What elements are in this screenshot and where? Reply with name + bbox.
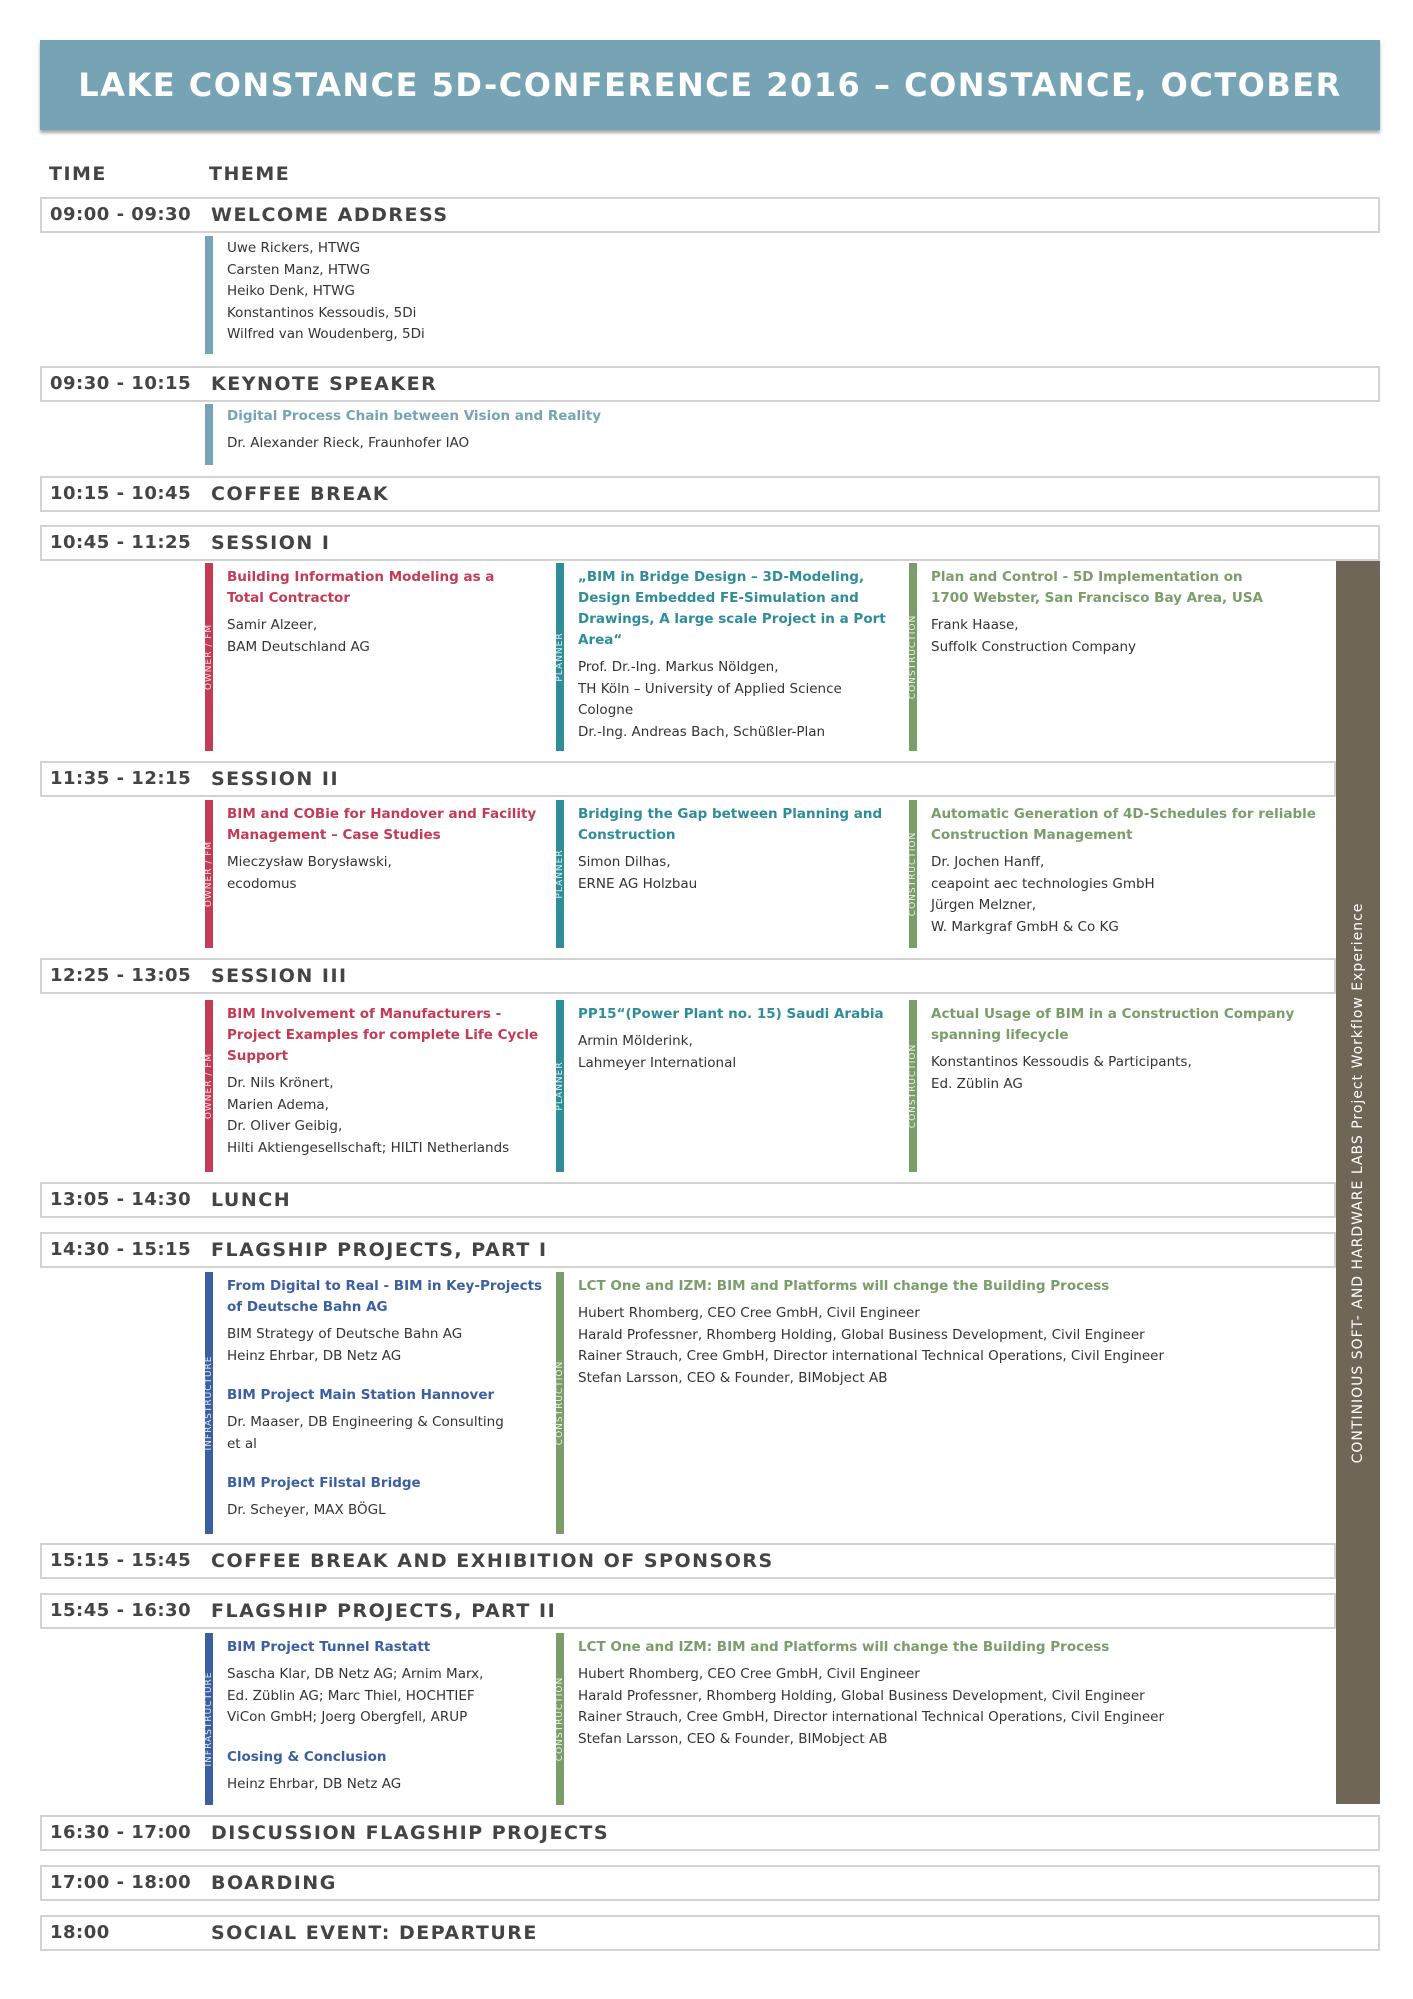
category-label: OWNER / FM: [204, 840, 214, 908]
talk-title: PP15“(Power Plant no. 15) Saudi Arabia: [578, 1006, 884, 1022]
speaker: ERNE AG Holzbau: [578, 875, 698, 892]
category-label: CONSTRUCTION: [555, 1676, 565, 1762]
speaker: Hilti Aktiengesellschaft; HILTI Netherlands: [227, 1139, 510, 1156]
schedule-row: [40, 1915, 1380, 1951]
speaker: ViCon GmbH; Joerg Obergfell, ARUP: [227, 1709, 468, 1725]
speaker: Dr. Oliver Geibig,: [227, 1118, 343, 1134]
speaker: Mieczysław Borysławski,: [227, 854, 392, 870]
speaker: Samir Alzeer,: [227, 617, 318, 633]
talk-title: BIM Project Tunnel Rastatt: [227, 1639, 431, 1655]
speaker: Sascha Klar, DB Netz AG; Arnim Marx,: [227, 1666, 484, 1682]
row-theme: FLAGSHIP PROJECTS, PART I: [211, 1239, 548, 1261]
category-label: PLANNER: [555, 1061, 565, 1111]
speaker: Marien Adema,: [227, 1096, 329, 1113]
speaker: Dr. Jochen Hanff,: [931, 854, 1045, 870]
session3-construction-block: [909, 1000, 1334, 1172]
row-time: 14:30 - 15:15: [50, 1239, 192, 1260]
speaker: ecodomus: [227, 875, 297, 892]
row-time: 13:05 - 14:30: [50, 1189, 192, 1210]
speaker: Dr. Nils Krönert,: [227, 1075, 334, 1091]
speaker: Wilfred van Woudenberg, 5Di: [227, 326, 425, 342]
row-theme: FLAGSHIP PROJECTS, PART II: [211, 1600, 557, 1622]
speaker: Dr. Maaser, DB Engineering & Consulting: [227, 1414, 504, 1430]
speaker: Heinz Ehrbar, DB Netz AG: [227, 1775, 402, 1792]
session1-planner-block: [556, 563, 901, 751]
flagship2-infrastructure-block: [205, 1633, 550, 1805]
session3-planner-block: [556, 1000, 901, 1172]
talk-title: „BIM in Bridge Design – 3D-Modeling, Design Embedded FE-Simulation and Drawings, A large scale Project in a Port Area“: [578, 569, 886, 648]
speaker: Hubert Rhomberg, CEO Cree GmbH, Civil Engineer: [578, 1305, 920, 1321]
speaker: Ed. Züblin AG: [931, 1075, 1023, 1092]
row-theme: SESSION III: [211, 965, 348, 987]
schedule-row: [40, 1232, 1336, 1268]
page-title: LAKE CONSTANCE 5D-CONFERENCE 2016 – CONSTANCE, OCTOBER 25th: [78, 66, 1342, 194]
talk-title: Digital Process Chain between Vision and Reality: [227, 408, 602, 424]
speaker: Simon Dilhas,: [578, 854, 671, 870]
speaker: Prof. Dr.-Ing. Markus Nöldgen,: [578, 659, 779, 675]
speaker: TH Köln – University of Applied Science: [578, 680, 842, 697]
schedule-row: [40, 197, 1380, 233]
row-time: 11:35 - 12:15: [50, 768, 192, 789]
schedule-row: [40, 476, 1380, 512]
speaker: Rainer Strauch, Cree GmbH, Director international Technical Operations, Civil Engineer: [578, 1348, 1165, 1364]
welcome-block: [205, 236, 505, 354]
speaker: Cologne: [578, 702, 634, 718]
row-theme: COFFEE BREAK: [211, 483, 390, 505]
speaker: Stefan Larsson, CEO & Founder, BIMobject AB: [578, 1730, 888, 1747]
schedule-row: [40, 958, 1336, 994]
row-time: 15:15 - 15:45: [50, 1550, 192, 1571]
session2-planner-block: [556, 800, 901, 948]
session3-owner-block: [205, 1000, 550, 1172]
talk-title: BIM and COBie for Handover and Facility Management – Case Studies: [227, 806, 537, 843]
category-label: OWNER / FM: [204, 1052, 214, 1120]
row-time: 16:30 - 17:00: [50, 1822, 192, 1843]
speaker: Dr. Scheyer, MAX BÖGL: [227, 1502, 386, 1518]
category-label: PLANNER: [555, 632, 565, 682]
talk-title: Bridging the Gap between Planning and Construction: [578, 806, 883, 843]
speaker: W. Markgraf GmbH & Co KG: [931, 918, 1119, 935]
category-label: OWNER / FM: [204, 623, 214, 691]
speaker: ceapoint aec technologies GmbH: [931, 875, 1155, 892]
category-label: CONSTRUCTION: [908, 1043, 918, 1129]
row-theme: BOARDING: [211, 1872, 337, 1894]
talk-title: Plan and Control - 5D Implementation on 1700 Webster, San Francisco Bay Area, USA: [931, 569, 1263, 606]
talk-title: BIM Project Main Station Hannover: [227, 1387, 495, 1403]
speaker: Armin Mölderink,: [578, 1033, 693, 1049]
time-column-header: TIME: [49, 163, 107, 185]
schedule-row: [40, 1182, 1336, 1218]
speaker: Carsten Manz, HTWG: [227, 261, 371, 278]
speaker: Jürgen Melzner,: [931, 897, 1037, 913]
session2-owner-block: [205, 800, 550, 948]
schedule-row: [40, 761, 1336, 797]
session2-construction-block: [909, 800, 1334, 948]
session1-owner-block: [205, 563, 550, 751]
session1-construction-block: [909, 563, 1334, 751]
sidebar-label: CONTINIOUS SOFT- AND HARDWARE LABS Project Workflow Experience: [1350, 902, 1366, 1463]
category-label: CONSTRUCTION: [555, 1360, 565, 1446]
talk-title: From Digital to Real - BIM in Key-Projects of Deutsche Bahn AG: [227, 1278, 543, 1315]
talk-title: Building Information Modeling as a Total Contractor: [227, 569, 495, 606]
speaker: Dr. Alexander Rieck, Fraunhofer IAO: [227, 435, 470, 451]
speaker: BAM Deutschland AG: [227, 638, 370, 655]
talk-title: Closing & Conclusion: [227, 1748, 387, 1765]
speaker: Harald Professner, Rhomberg Holding, Global Business Development, Civil Engineer: [578, 1687, 1145, 1704]
talk-title: LCT One and IZM: BIM and Platforms will change the Building Process: [578, 1278, 1110, 1294]
speaker: Ed. Züblin AG; Marc Thiel, HOCHTIEF: [227, 1687, 475, 1704]
speaker: et al: [227, 1435, 257, 1452]
row-theme: LUNCH: [211, 1189, 292, 1211]
row-theme: SESSION I: [211, 532, 331, 554]
speaker: Uwe Rickers, HTWG: [227, 240, 361, 256]
talk-title: Actual Usage of BIM in a Construction Company spanning lifecycle: [931, 1006, 1295, 1043]
schedule-row: [40, 1543, 1336, 1579]
flagship2-construction-block: [556, 1633, 1334, 1805]
row-time: 09:30 - 10:15: [50, 373, 192, 394]
row-theme: SOCIAL EVENT: DEPARTURE: [211, 1922, 538, 1944]
speaker: Heinz Ehrbar, DB Netz AG: [227, 1347, 402, 1364]
schedule-row: [40, 525, 1380, 561]
row-time: 18:00: [50, 1922, 110, 1943]
schedule-row: [40, 366, 1380, 402]
speaker: Lahmeyer International: [578, 1054, 737, 1071]
row-theme: KEYNOTE SPEAKER: [211, 373, 438, 395]
talk-title: BIM Involvement of Manufacturers - Project Examples for complete Life Cycle Support: [227, 1006, 539, 1064]
category-label: CONSTRUCTION: [908, 831, 918, 917]
talk-title: Automatic Generation of 4D-Schedules for reliable Construction Management: [931, 806, 1316, 843]
speaker: Hubert Rhomberg, CEO Cree GmbH, Civil Engineer: [578, 1666, 920, 1682]
speaker: Frank Haase,: [931, 617, 1019, 633]
row-theme: DISCUSSION FLAGSHIP PROJECTS: [211, 1822, 610, 1844]
labs-sidebar: [1336, 561, 1380, 1804]
talk-title: LCT One and IZM: BIM and Platforms will change the Building Process: [578, 1639, 1110, 1655]
speaker: BIM Strategy of Deutsche Bahn AG: [227, 1326, 463, 1342]
category-label: INFRASTRUCTURE: [204, 1671, 214, 1767]
row-time: 12:25 - 13:05: [50, 965, 192, 986]
row-theme: SESSION II: [211, 768, 340, 790]
schedule-row: [40, 1815, 1380, 1851]
schedule-row: [40, 1593, 1336, 1629]
row-theme: WELCOME ADDRESS: [211, 204, 449, 226]
row-time: 17:00 - 18:00: [50, 1872, 192, 1893]
row-time: 09:00 - 09:30: [50, 204, 192, 225]
row-time: 10:15 - 10:45: [50, 483, 192, 504]
row-theme: COFFEE BREAK AND EXHIBITION OF SPONSORS: [211, 1550, 774, 1572]
theme-column-header: THEME: [209, 163, 291, 185]
flagship1-infrastructure-block: [205, 1272, 550, 1534]
speaker: Suffolk Construction Company: [931, 638, 1137, 655]
category-label: PLANNER: [555, 849, 565, 899]
category-label: INFRASTRUCTURE: [204, 1355, 214, 1451]
category-label: CONSTRUCTION: [908, 614, 918, 700]
speaker: Heiko Denk, HTWG: [227, 283, 355, 299]
speaker: Rainer Strauch, Cree GmbH, Director international Technical Operations, Civil Engineer: [578, 1709, 1165, 1725]
speaker: Stefan Larsson, CEO & Founder, BIMobject AB: [578, 1369, 888, 1386]
talk-title: BIM Project Filstal Bridge: [227, 1475, 421, 1491]
speaker: Konstantinos Kessoudis, 5Di: [227, 304, 417, 321]
speaker: Konstantinos Kessoudis & Participants,: [931, 1054, 1192, 1070]
keynote-block: [205, 404, 705, 465]
speaker: Dr.-Ing. Andreas Bach, Schüßler-Plan: [578, 723, 826, 740]
row-time: 10:45 - 11:25: [50, 532, 192, 553]
speaker: Harald Professner, Rhomberg Holding, Global Business Development, Civil Engineer: [578, 1326, 1145, 1343]
schedule-row: [40, 1865, 1380, 1901]
row-time: 15:45 - 16:30: [50, 1600, 192, 1621]
flagship1-construction-block: [556, 1272, 1334, 1534]
